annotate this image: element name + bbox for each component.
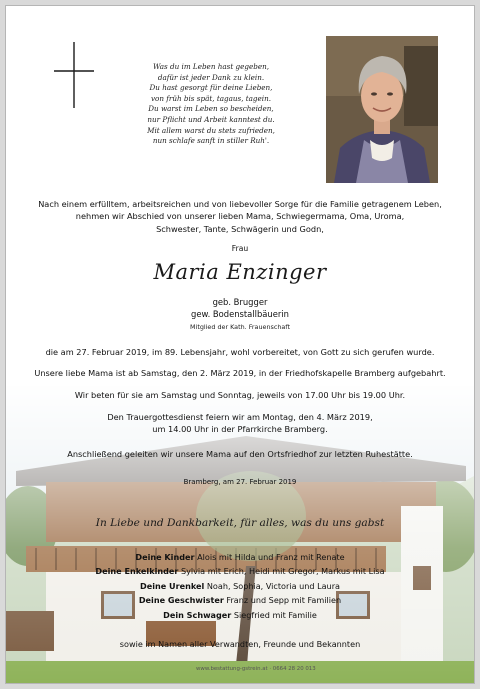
- mourner-names: Noah, Sophia, Victoria und Laura: [206, 580, 340, 591]
- intro-line: nehmen wir Abschied von unserer lieben Mama, Schwiegermama, Oma, Uroma,: [75, 211, 405, 222]
- place-date: Bramberg, am 27. Februar 2019: [183, 478, 297, 486]
- mourner-names: Sylvia mit Erich, Heidi mit Gregor, Markus mit Lisa: [180, 566, 385, 577]
- poem-line: nur Pflicht und Arbeit kanntest du.: [147, 114, 275, 124]
- title-prefix: Frau: [231, 244, 249, 253]
- mourner-label: Deine Urenkel: [140, 580, 205, 591]
- mourner-row: [6, 608, 474, 622]
- poem-line: Du hast gesorgt für deine Lieben,: [149, 83, 273, 93]
- poem-line: nun schlafe sanft in stiller Ruh'.: [152, 136, 270, 146]
- death-notice: die am 27. Februar 2019, im 89. Lebensjahr, wohl vorbereitet, von Gott zu sich gerufen wurde.: [45, 347, 435, 357]
- poem-line: von früh bis spät, tagaus, tagein.: [150, 93, 272, 103]
- birth-name-block: [6, 296, 474, 320]
- poem-line: Du warst im Leben so bescheiden,: [148, 104, 274, 114]
- mourner-label: Deine Geschwister: [138, 595, 224, 606]
- mourner-names: Siegfried mit Familie: [233, 609, 317, 620]
- cross-icon: [54, 42, 94, 108]
- intro-line: Schwester, Tante, Schwägerin und Godn,: [156, 223, 324, 234]
- portrait-photo: [326, 36, 438, 183]
- intro-line: Nach einem erfülltem, arbeitsreichen und von liebevoller Sorge für die Familie getragenem Leben,: [38, 199, 442, 209]
- memorial-poem: [126, 62, 296, 147]
- mourner-names: Franz und Sepp mit Familien: [226, 595, 342, 606]
- mourner-row: [6, 564, 474, 578]
- gratitude-line: In Liebe und Dankbarkeit, für alles, was du uns gabst: [95, 517, 385, 529]
- mourner-label: Deine Kinder: [135, 552, 195, 562]
- funeral-line: um 14.00 Uhr in der Pfarrkirche Bramberg.: [152, 424, 328, 434]
- mourners-list: [6, 550, 474, 622]
- intro-text: [6, 198, 474, 235]
- mourner-row: [6, 550, 474, 564]
- poem-line: Mit allem warst du stets zufrieden,: [147, 125, 275, 135]
- mourner-row: [6, 579, 474, 593]
- prayer-notice: Wir beten für sie am Samstag und Sonntag, jeweils von 17.00 Uhr bis 19.00 Uhr.: [74, 390, 406, 400]
- mourner-row: [6, 593, 474, 607]
- poem-line: Was du im Leben hast gegeben,: [153, 62, 269, 71]
- closing-line: sowie im Namen aller Verwandten, Freunde und Bekannten: [119, 639, 361, 649]
- mourner-label: Dein Schwager: [163, 609, 232, 620]
- viewing-notice: Unsere liebe Mama ist ab Samstag, den 2. März 2019, in der Friedhofskapelle Bramberg aufgebahrt.: [34, 368, 446, 378]
- footer-contact: www.bestattung-gstrein.at · 0664 28 20 013: [196, 666, 316, 672]
- poem-line: dafür ist jeder Dank zu klein.: [157, 72, 265, 82]
- funeral-notice: [6, 411, 474, 435]
- membership: Mitglied der Kath. Frauenschaft: [190, 323, 290, 331]
- mourner-names: Alois mit Hilda und Franz mit Renate: [197, 552, 345, 562]
- death-notice-card: [5, 5, 475, 684]
- burial-notice: Anschließend geleiten wir unsere Mama auf den Ortsfriedhof zur letzten Ruhestätte.: [67, 449, 413, 459]
- mourner-label: Deine Enkelkinder: [95, 566, 179, 577]
- maiden-name: geb. Brugger: [212, 297, 268, 307]
- deceased-name: Maria Enzinger: [153, 260, 327, 284]
- funeral-line: Den Trauergottesdienst feiern wir am Montag, den 4. März 2019,: [107, 412, 373, 422]
- occupation: gew. Bodenstallbäuerin: [191, 309, 289, 319]
